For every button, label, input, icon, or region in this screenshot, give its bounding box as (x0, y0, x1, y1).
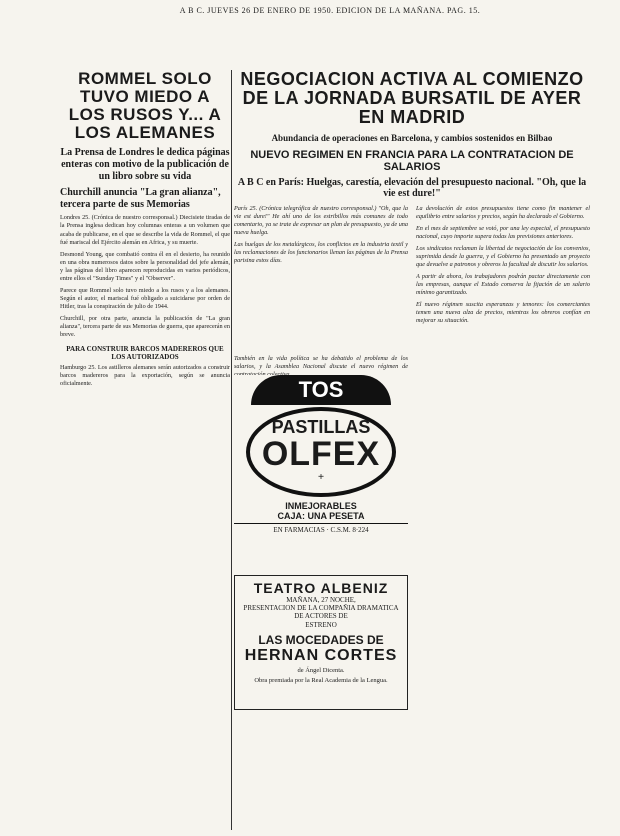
olfex-plus: + (317, 470, 325, 483)
albeniz-date: MAÑANA, 27 NOCHE, (286, 595, 356, 604)
bolsa-headline: NEGOCIACION ACTIVA AL COMIENZO DE LA JORNADA BURSATIL DE AYER EN MADRID (240, 69, 584, 127)
left-column (60, 70, 230, 830)
article-columns (234, 205, 590, 825)
masthead: A B C. JUEVES 26 DE ENERO DE 1950. EDICION DE LA MAÑANA. PAG. 15. (179, 6, 481, 15)
right-column (234, 70, 590, 830)
article-paragraph: El nuevo régimen suscita esperanzas y temores: los comerciantes temen una nueva alza de precios, mientras los obreros confían en mejorar su situación. (416, 301, 590, 325)
article-paragraph: También en la vida política se ha debatido el problema de los salarios, y la Asamblea Nacional discute el nuevo régimen de (234, 354, 408, 370)
article-paragraph: Los sindicatos reclaman la libertad de negociación de los convenios, suprimida desde la guerra, y el Gobierno ha presentado un proyecto que devuelve a patronos y obreros la facultad de discutir los salarios. (416, 244, 590, 269)
olfex-price: CAJA: UNA PESETA (277, 510, 365, 521)
albeniz-author: de Ángel Dicenta. (297, 667, 345, 675)
bolsa-subhead: Abundancia de operaciones en Barcelona, y cambios sostenidos en Bilbao (271, 132, 553, 143)
olfex-brand-name: OLFEX (261, 434, 381, 473)
left-paragraph: Londres 25. (Crónica de nuestro corresponsal.) Diecisiete tiradas de la Prensa inglesa dedican hoy columnas enteras a un volumen que acaba de publicarse, en el que se describe la vida de Rommel, el que fué mariscal del Ejército alemán en Africa, y su muerte. (60, 214, 230, 246)
olfex-farmacias: EN FARMACIAS · C.S.M. 8·224 (234, 523, 408, 534)
article-paragraph: A partir de ahora, los trabajadores podrán pactar directamente con las empresas, aunque el Estado conserva la fijación de un salario mínimo garantizado. (416, 273, 590, 297)
article-paragraph: París 25. (Crónica telegráfica de nuestro corresponsal.) "Oh, que la vie est dure!" He ahí uno de los estribillos más comunes de todo comentario, ya se trate de expresar un plan de presupuesto, ya de una nueva huelga. (234, 204, 408, 236)
article-paragraph: En el mes de septiembre se votó, por una ley especial, el presupuesto nacional, cuyo importe supera todas las previsiones anteriores. (416, 224, 590, 240)
article-column-2 (416, 205, 590, 825)
albeniz-play-prefix: LAS MOCEDADES DE (258, 633, 384, 648)
rommel-headline: ROMMEL SOLO TUVO MIEDO A LOS RUSOS Y... A LOS ALEMANES (68, 70, 222, 142)
left-paragraph-last: Hamburgo 25. Los astilleros alemanes serán autorizados a construir barcos madereros para la exportación, según se anuncia oficialmente. (60, 364, 230, 388)
albeniz-title: TEATRO ALBENIZ (253, 579, 389, 596)
francia-headline: NUEVO REGIMEN EN FRANCIA PARA LA CONTRATACION DE SALARIOS (250, 148, 574, 173)
column-divider (231, 70, 232, 830)
left-paragraph: Parece que Rommel solo tuvo miedo a los rusos y a los alemanes. Según el autor, el mariscal fué obligado a suicidarse por orden de Hitler, tras la conspiración de julio de 1944. (60, 286, 230, 310)
olfex-logo (246, 407, 396, 497)
albeniz-estreno: ESTRENO (305, 620, 337, 629)
olfex-inmejorables: INMEJORABLES (285, 500, 357, 511)
olfex-pastillas: PASTILLAS (271, 416, 371, 437)
article-paragraph: La devolución de estos presupuestos tiene como fin mantener el equilibrio entre salarios y precios, según ha declarado el Gobierno. (416, 204, 590, 220)
barcos-headline: PARA CONSTRUIR BARCOS MADEREROS QUE LOS AUTORIZADOS (66, 345, 224, 362)
paris-headline: A B C en París: Huelgas, carestía, elevación del presupuesto nacional. "Oh, que la vie est dure!" (237, 176, 587, 199)
albeniz-company: PRESENTACION DE LA COMPAÑIA DRAMATICA DE ACTORES DE (243, 604, 399, 621)
olfex-tos-label: TOS (251, 375, 391, 405)
olfex-advertisement (234, 375, 408, 560)
albeniz-award: Obra premiada por la Real Academia de la Lengua. (254, 677, 388, 685)
left-paragraph: Churchill, por otra parte, anuncia la publicación de "La gran alianza", tercera parte de sus Memorias de guerra, que aparecerán en breve. (60, 315, 230, 339)
albeniz-play-title: HERNAN CORTES (244, 647, 398, 665)
rommel-subhead: La Prensa de Londres le dedica páginas enteras con motivo de la publicación de un libro sobre su vida (60, 147, 230, 183)
article-column-1 (234, 205, 408, 825)
albeniz-advertisement (234, 575, 408, 710)
article-paragraph: Las huelgas de los metalúrgicos, los conflictos en la industria textil y las reclamaciones de los funcionarios llenan las páginas de la Prensa parisina estos días. (234, 240, 408, 265)
churchill-headline: Churchill anuncia "La gran alianza", tercera parte de sus Memorias (60, 187, 221, 210)
left-paragraph: Desmond Young, que combatió contra él en el desierto, ha reunido en una obra numerosos datos sobre la personalidad del jefe alemán, y las páginas del libro aparecen reproducidas en varios periódicos, entre ellos el "Sunday Times" y el "Observer". (60, 250, 230, 282)
